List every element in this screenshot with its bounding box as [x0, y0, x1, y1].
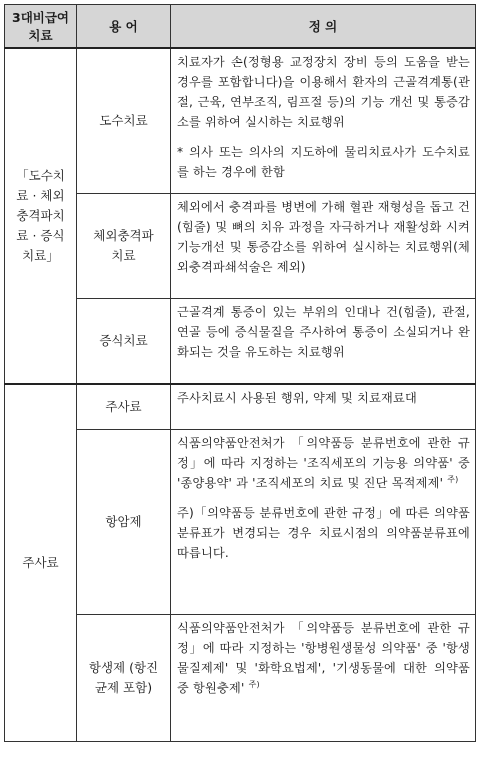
term-injection-fee: 주사료: [77, 384, 171, 430]
header-definition: 정 의: [171, 5, 476, 49]
group-category-manual-therapy: 「도수치료 · 체외충격파치료 · 증식치료」: [5, 48, 77, 384]
definition-text: [177, 433, 470, 493]
term-manual-therapy: 도수치료: [77, 48, 171, 194]
table-header-row: [5, 5, 476, 49]
term-anticancer: 항암제: [77, 430, 171, 615]
definition-shockwave-therapy: 체외에서 충격파를 병변에 가해 혈관 재형성을 돕고 건(힘줄) 및 뼈의 치유 과정을 자극하거나 재활성화 시켜 기능개선 및 통증감소를 위하여 실시하는 치료행위(체외충격파쇄석술은 제외): [171, 194, 476, 299]
glossary-table: [4, 4, 476, 742]
footnote-mark: 주): [447, 475, 459, 484]
definition-prolotherapy: 근골격계 통증이 있는 부위의 인대나 건(힘줄), 관절, 연골 등에 증식물질을 주사하여 통증이 소실되거나 완화되는 것을 유도하는 치료행위: [171, 299, 476, 385]
definition-body: 식품의약품안전처가 「의약품등 분류번호에 관한 규정」에 따라 지정하는 '항병원생물성 의약품' 중 '항생물질제제' 및 '화학요법제', '기생동물에 대한 의약품 중 항원충제': [177, 621, 470, 695]
table-row: [5, 48, 476, 194]
definition-note: 주)「의약품등 분류번호에 관한 규정」에 따른 의약품분류표가 변경되는 경우 치료시점의 의약품분류표에 따릅니다.: [177, 506, 470, 560]
definition-antibiotic: [171, 615, 476, 742]
term-antibiotic: 항생제 (항진균제 포함): [77, 615, 171, 742]
definition-text: [177, 618, 470, 698]
term-prolotherapy: 증식치료: [77, 299, 171, 385]
definition-text: 치료자가 손(정형용 교정장치 장비 등의 도움을 받는 경우를 포함합니다)을 이용해서 환자의 근골격계통(관절, 근육, 연부조직, 림프절 등)의 기능 개선 및 통증감소를 위하여 실시하는 치료행위: [177, 55, 470, 129]
definition-injection-fee: 주사치료시 사용된 행위, 약제 및 치료재료대: [171, 384, 476, 430]
definition-anticancer: [171, 430, 476, 615]
header-category: 3대비급여 치료: [5, 5, 77, 49]
table-row: [5, 384, 476, 430]
definition-note: * 의사 또는 의사의 지도하에 물리치료사가 도수치료를 하는 경우에 한함: [177, 145, 470, 179]
header-term: 용 어: [77, 5, 171, 49]
term-shockwave-therapy: 체외충격파 치료: [77, 194, 171, 299]
definition-manual-therapy: [171, 48, 476, 194]
group-category-injection: 주사료: [5, 384, 77, 742]
footnote-mark: 주): [248, 680, 260, 689]
definition-body: 식품의약품안전처가 「의약품등 분류번호에 관한 규정」에 따라 지정하는 '조직세포의 기능용 의약품' 중 '종양용약' 과 '조직세포의 치료 및 진단 목적제제': [177, 436, 470, 490]
